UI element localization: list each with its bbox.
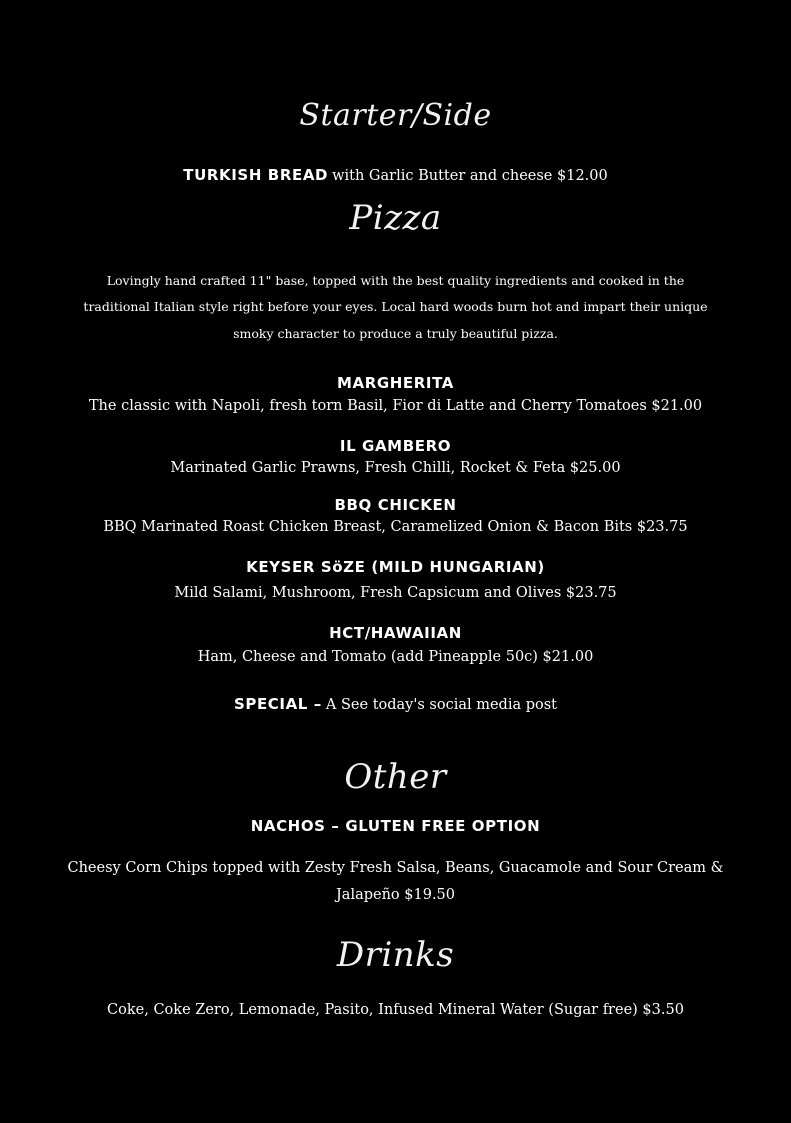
other-item-desc-line-2: Jalapeño $19.50 bbox=[335, 887, 456, 903]
starter-item-name: TURKISH BREAD bbox=[183, 166, 329, 184]
starter-heading: Starter/Side bbox=[299, 98, 492, 133]
pizza-intro-line-2: traditional Italian style right before your eyes. Local hard woods burn hot and impart their unique bbox=[83, 299, 708, 314]
starter-item-desc: with Garlic Butter and cheese $12.00 bbox=[332, 168, 608, 184]
pizza-item-name: BBQ CHICKEN bbox=[334, 496, 457, 514]
pizza-item-desc: Ham, Cheese and Tomato (add Pineapple 50c) $21.00 bbox=[197, 649, 594, 665]
drinks-desc: Coke, Coke Zero, Lemonade, Pasito, Infused Mineral Water (Sugar free) $3.50 bbox=[107, 1002, 684, 1018]
pizza-intro-line-3: smoky character to produce a truly beautiful pizza. bbox=[233, 326, 558, 341]
pizza-item-desc: Marinated Garlic Prawns, Fresh Chilli, Rocket & Feta $25.00 bbox=[170, 460, 621, 476]
pizza-item-name: KEYSER SöZE (MILD HUNGARIAN) bbox=[246, 558, 545, 576]
pizza-intro-line-1: Lovingly hand crafted 11" base, topped with the best quality ingredients and cooked in the bbox=[106, 273, 685, 288]
pizza-item-desc: Mild Salami, Mushroom, Fresh Capsicum and Olives $23.75 bbox=[174, 585, 617, 601]
pizza-item-name: HCT/HAWAIIAN bbox=[329, 624, 462, 642]
pizza-item-desc: The classic with Napoli, fresh torn Basil, Fior di Latte and Cherry Tomatoes $21.00 bbox=[88, 398, 703, 414]
drinks-heading: Drinks bbox=[336, 935, 455, 975]
pizza-special bbox=[0, 695, 791, 714]
pizza-heading: Pizza bbox=[349, 198, 442, 238]
pizza-item-name: IL GAMBERO bbox=[339, 437, 452, 455]
special-name: SPECIAL – bbox=[233, 695, 322, 713]
pizza-item-name: MARGHERITA bbox=[336, 374, 454, 392]
other-item-name: NACHOS – GLUTEN FREE OPTION bbox=[250, 817, 541, 835]
other-heading: Other bbox=[344, 757, 447, 797]
pizza-item-desc: BBQ Marinated Roast Chicken Breast, Caramelized Onion & Bacon Bits $23.75 bbox=[103, 519, 688, 535]
starter-item bbox=[0, 166, 791, 185]
other-item-desc-line-1: Cheesy Corn Chips topped with Zesty Fresh Salsa, Beans, Guacamole and Sour Cream & bbox=[67, 860, 724, 876]
special-desc: A See today's social media post bbox=[325, 697, 558, 713]
